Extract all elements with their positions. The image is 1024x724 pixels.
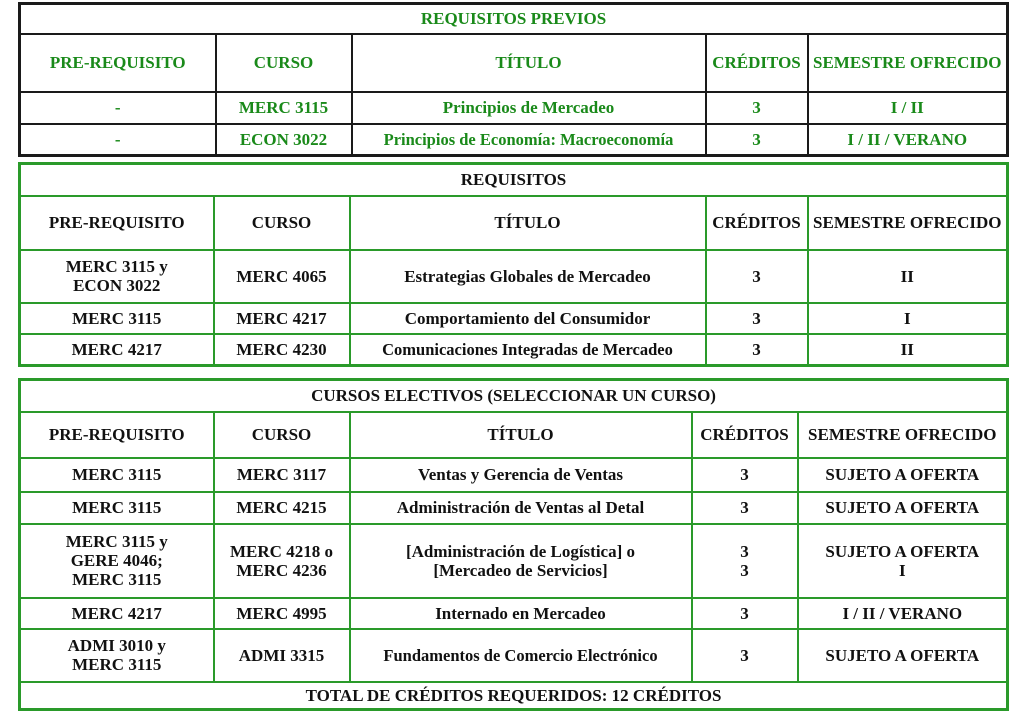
cell-curso: MERC 4218 o MERC 4236 [214, 524, 350, 598]
cell-prereq: MERC 3115 y GERE 4046; MERC 3115 [20, 524, 214, 598]
cell-semestre: SUJETO A OFERTA [798, 629, 1008, 682]
table-row [20, 492, 1008, 524]
cell-titulo: Principios de Economía: Macroeconomía [352, 124, 706, 156]
table-row [20, 629, 1008, 682]
cell-titulo: Comunicaciones Integradas de Mercadeo [350, 334, 706, 366]
cell-prereq: MERC 3115 [20, 303, 214, 334]
cell-semestre: II [808, 334, 1008, 366]
cell-creditos: 3 [706, 334, 808, 366]
cell-curso: MERC 3117 [214, 458, 350, 492]
header-prereq: PRE-REQUISITO [20, 196, 214, 250]
header-titulo: TÍTULO [352, 34, 706, 92]
cell-curso: MERC 4215 [214, 492, 350, 524]
cell-titulo: Principios de Mercadeo [352, 92, 706, 124]
cell-semestre: SUJETO A OFERTA [798, 492, 1008, 524]
cell-semestre: I / II [808, 92, 1008, 124]
cell-creditos: 3 [692, 629, 798, 682]
requisitos-previos-table [18, 2, 1009, 157]
cell-prereq: MERC 4217 [20, 598, 214, 629]
requisitos-table [18, 162, 1009, 367]
cell-titulo: Comportamiento del Consumidor [350, 303, 706, 334]
cell-semestre: I / II / VERANO [798, 598, 1008, 629]
cell-prereq: MERC 4217 [20, 334, 214, 366]
cell-semestre: II [808, 250, 1008, 303]
cell-titulo: Ventas y Gerencia de Ventas [350, 458, 692, 492]
cell-titulo: Internado en Mercadeo [350, 598, 692, 629]
cell-creditos: 3 [692, 598, 798, 629]
cell-creditos: 3 [692, 492, 798, 524]
cell-curso: MERC 4230 [214, 334, 350, 366]
total-creditos: TOTAL DE CRÉDITOS REQUERIDOS: 12 CRÉDITOS [20, 682, 1008, 710]
cell-semestre: I / II / VERANO [808, 124, 1008, 156]
electivos-table [18, 378, 1009, 711]
cell-semestre: SUJETO A OFERTA I [798, 524, 1008, 598]
cell-prereq: MERC 3115 [20, 458, 214, 492]
cell-creditos: 3 [706, 92, 808, 124]
cell-creditos: 3 [706, 303, 808, 334]
cell-creditos: 3 [706, 124, 808, 156]
header-curso: CURSO [214, 412, 350, 458]
table-row [20, 598, 1008, 629]
table-title: REQUISITOS PREVIOS [20, 4, 1008, 34]
cell-curso: ADMI 3315 [214, 629, 350, 682]
cell-curso: MERC 4217 [214, 303, 350, 334]
cell-prereq: MERC 3115 y ECON 3022 [20, 250, 214, 303]
cell-semestre: SUJETO A OFERTA [798, 458, 1008, 492]
cell-titulo: [Administración de Logística] o [Mercadeo de Servicios] [350, 524, 692, 598]
cell-creditos: 3 [692, 458, 798, 492]
table-row [20, 458, 1008, 492]
cell-prereq: - [20, 124, 216, 156]
table-row [20, 124, 1008, 156]
cell-semestre: I [808, 303, 1008, 334]
header-prereq: PRE-REQUISITO [20, 34, 216, 92]
header-curso: CURSO [216, 34, 352, 92]
cell-prereq: ADMI 3010 y MERC 3115 [20, 629, 214, 682]
cell-titulo: Administración de Ventas al Detal [350, 492, 692, 524]
table-row [20, 250, 1008, 303]
cell-titulo: Estrategias Globales de Mercadeo [350, 250, 706, 303]
header-creditos: CRÉDITOS [706, 196, 808, 250]
cell-creditos: 3 3 [692, 524, 798, 598]
table-title: CURSOS ELECTIVOS (SELECCIONAR UN CURSO) [20, 380, 1008, 412]
cell-curso: MERC 4995 [214, 598, 350, 629]
cell-prereq: - [20, 92, 216, 124]
header-titulo: TÍTULO [350, 196, 706, 250]
table-row [20, 303, 1008, 334]
header-curso: CURSO [214, 196, 350, 250]
cell-prereq: MERC 3115 [20, 492, 214, 524]
cell-creditos: 3 [706, 250, 808, 303]
header-semestre: SEMESTRE OFRECIDO [808, 34, 1008, 92]
header-creditos: CRÉDITOS [692, 412, 798, 458]
header-creditos: CRÉDITOS [706, 34, 808, 92]
cell-curso: MERC 4065 [214, 250, 350, 303]
table-row [20, 92, 1008, 124]
header-titulo: TÍTULO [350, 412, 692, 458]
header-prereq: PRE-REQUISITO [20, 412, 214, 458]
cell-curso: ECON 3022 [216, 124, 352, 156]
table-row [20, 524, 1008, 598]
cell-curso: MERC 3115 [216, 92, 352, 124]
header-semestre: SEMESTRE OFRECIDO [798, 412, 1008, 458]
table-title: REQUISITOS [20, 164, 1008, 196]
header-semestre: SEMESTRE OFRECIDO [808, 196, 1008, 250]
cell-titulo: Fundamentos de Comercio Electrónico [350, 629, 692, 682]
table-row [20, 334, 1008, 366]
